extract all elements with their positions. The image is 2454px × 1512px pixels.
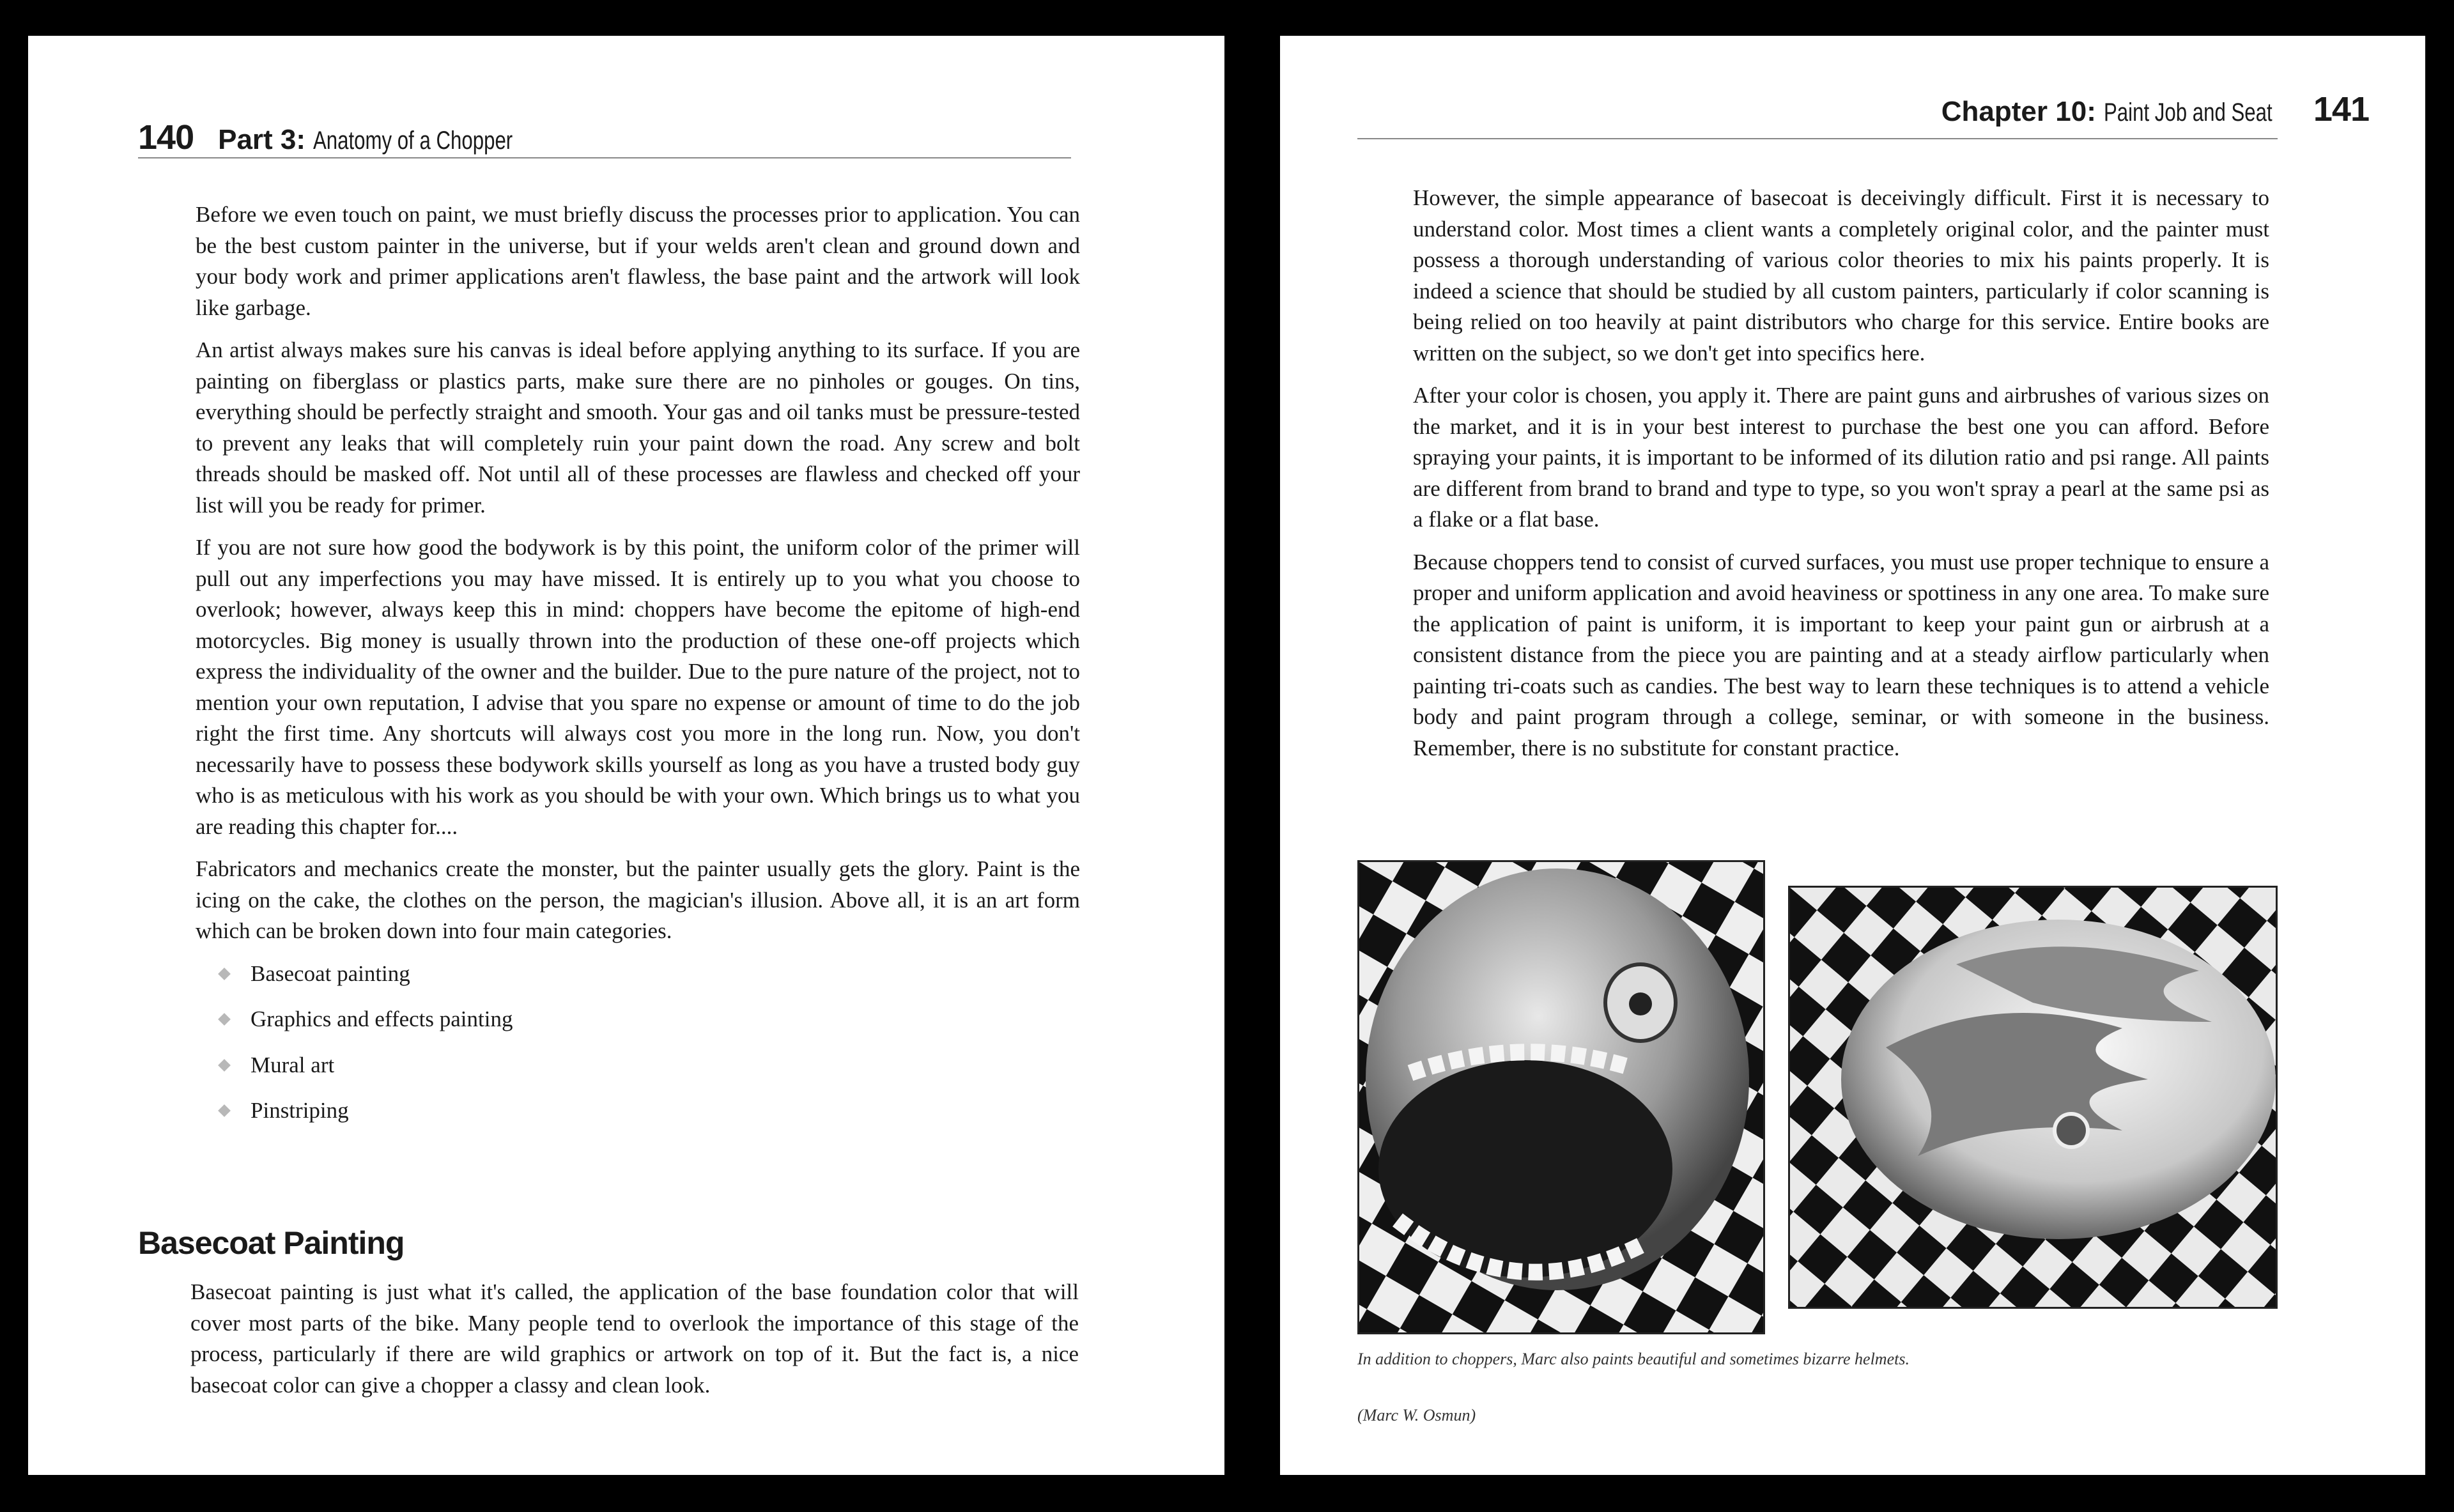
left-page-header <box>138 118 569 157</box>
paragraph: An artist always makes sure his canvas is ideal before applying anything to its surface. If you are painting on fiberglass or plastics parts, make sure there are no pinholes or gouges. On tins, everything should be perfectly straight and smooth. Your gas and oil tanks must be pressure-tested to prevent any leaks that will completely ruin your paint down the road. Any screw and bolt threads should be masked off. Not until all of these processes are flawless and checked off your list will you be ready for primer. <box>196 337 1080 518</box>
list-item-label: Graphics and effects painting <box>251 1007 513 1031</box>
list-item <box>220 1050 1080 1081</box>
part-label: Part 3: <box>218 124 306 155</box>
left-page <box>28 36 1224 1475</box>
list-item <box>220 1004 1080 1035</box>
list-item-label: Basecoat painting <box>251 960 410 986</box>
header-rule <box>138 157 1071 158</box>
paragraph: Before we even touch on paint, we must briefly discuss the processes prior to application. You can be the best custom painter in the universe, but if your welds aren't clean and ground down and your body work and primer applications aren't flawless, the base paint and the artwork will look like garbage. <box>196 202 1080 320</box>
paragraph: Because choppers tend to consist of curved surfaces, you must use proper technique to ensure a proper and uniform application and avoid heaviness or spottiness in any one area. To make sure the application of paint is uniform, it is important to keep your paint gun or airbrush at a consistent distance from the piece you are painting and at a steady airflow particularly when painting tri-coats such as candies. The best way to learn these techniques is to attend a vehicle body and paint program through a college, seminar, or with someone in the business. Remember, there is no substitute for constant practice. <box>1413 549 2269 760</box>
section-body-text <box>190 1277 1079 1412</box>
paragraph: If you are not sure how good the bodywork is by this point, the uniform color of the primer will pull out any imperfections you may have missed. It is entirely up to you what you choose to overlook; however, always keep this in mind: choppers have become the epitome of high-end motorcycles. Big money is usually thrown into the production of these one-off projects which express the individuality of the owner and the builder. Due to the pure nature of the project, not to mention your own reputation, I advise that you spare no expense or amount of time to do the job right the first time. Any shortcuts will always cost you more in the long run. Now, you don't necessarily have to possess these bodywork skills yourself as long as you have a trusted body guy who is as meticulous with his work as you should be with your own. Which brings us to what you are reading this chapter for.... <box>196 535 1080 839</box>
right-body-text <box>1413 183 2269 775</box>
photo-caption: In addition to choppers, Marc also paints beautiful and sometimes bizarre helmets. <box>1357 1350 1910 1368</box>
category-list <box>196 959 1080 1127</box>
list-item <box>220 959 1080 990</box>
list-item <box>220 1095 1080 1127</box>
part-title: Anatomy of a Chopper <box>313 127 513 155</box>
header-rule <box>1357 138 2278 139</box>
helmet-photo-flames <box>1788 886 2278 1309</box>
right-page-header <box>1941 89 2369 129</box>
list-item-label: Pinstriping <box>251 1098 349 1123</box>
photo-credit: (Marc W. Osmun) <box>1357 1406 1476 1424</box>
paragraph: However, the simple appearance of basecoat is deceivingly difficult. First it is necessary to understand color. Most times a client wants a completely original color, and the painter must possess a thorough understanding of various color theories to mix his paints properly. It is indeed a science that should be studied by all custom painters, particularly if color scanning is being relied on too heavily at paint distributors who charge for this service. Entire books are written on the subject, so we don't get into specifics here. <box>1413 185 2269 366</box>
helmet-photo-skull <box>1357 860 1765 1334</box>
left-body-text <box>196 199 1080 1141</box>
paragraph: Basecoat painting is just what it's called, the application of the base foundation color that will cover most parts of the bike. Many people tend to overlook the importance of this stage of the process, particularly if there are wild graphics or artwork on top of it. But the fact is, a nice basecoat color can give a chopper a classy and clean look. <box>190 1279 1079 1398</box>
diamond-bullet-icon <box>218 1013 231 1026</box>
paragraph: After your color is chosen, you apply it. There are paint guns and airbrushes of various sizes on the market, and it is in your best interest to purchase the best one you can afford. Before spraying your paints, it is important to be informed of its dilution ratio and psi range. All paints are different from brand to brand and type to type, so you won't spray a pearl at the same psi as a flake or a flat base. <box>1413 383 2269 532</box>
diamond-bullet-icon <box>218 968 231 980</box>
diamond-bullet-icon <box>218 1059 231 1072</box>
list-item-label: Mural art <box>251 1052 335 1077</box>
chapter-title: Paint Job and Seat <box>2103 98 2273 127</box>
chapter-label: Chapter 10: <box>1941 96 2096 127</box>
page-number: 140 <box>138 118 194 157</box>
section-heading: Basecoat Painting <box>138 1225 405 1261</box>
paragraph: Fabricators and mechanics create the monster, but the painter usually gets the glory. Paint is the icing on the cake, the clothes on the person, the magician's illusion. Above all, it is an art form which can be broken down into four main categories. <box>196 856 1080 943</box>
page-number: 141 <box>2313 90 2369 128</box>
right-page <box>1280 36 2425 1475</box>
diamond-bullet-icon <box>218 1104 231 1117</box>
